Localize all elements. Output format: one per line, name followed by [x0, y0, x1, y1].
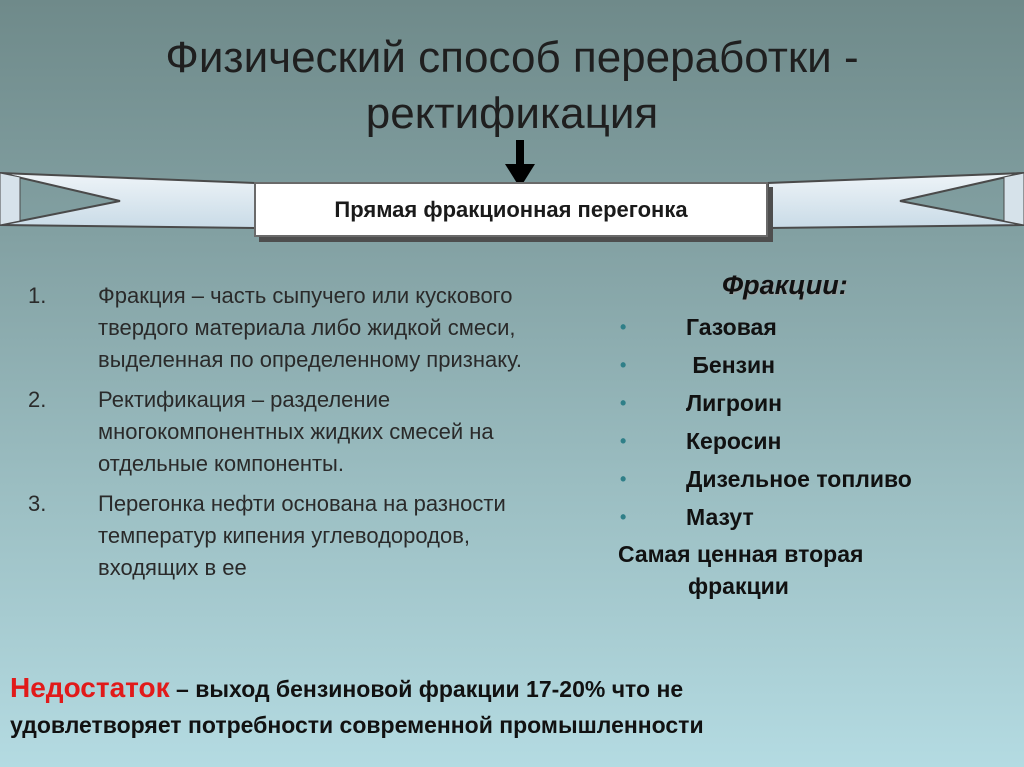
list-item	[28, 384, 548, 480]
list-item	[612, 346, 912, 384]
method-banner	[254, 182, 768, 237]
fraction-name: Лигроин	[686, 389, 782, 416]
drawback-text-2: удовлетворяет потребности современной промышленности	[10, 712, 704, 738]
drawback-statement	[10, 670, 1010, 743]
note-line-2: фракции	[688, 573, 789, 599]
slide-title	[0, 30, 1024, 142]
list-item	[28, 488, 548, 584]
fraction-name: Бензин	[686, 351, 776, 378]
definitions-list	[28, 280, 548, 592]
list-item	[612, 460, 912, 498]
title-line-2: ректификация	[365, 89, 659, 138]
item-text: Перегонка нефти основана на разности температур кипения углеводородов, входящих в ее	[98, 491, 506, 580]
note-line-1: Самая ценная вторая	[618, 541, 864, 567]
bullet-icon: •	[620, 468, 627, 489]
bullet-icon: •	[620, 506, 627, 527]
item-number: 2.	[28, 387, 47, 412]
item-text: Ректификация – разделение многокомпонентных жидких смесей на отдельные компоненты.	[98, 387, 494, 476]
list-item	[612, 308, 912, 346]
fraction-name: Керосин	[686, 427, 782, 454]
fraction-name: Газовая	[686, 313, 777, 340]
item-number: 1.	[28, 283, 47, 308]
item-number: 3.	[28, 491, 47, 516]
fraction-name: Мазут	[686, 503, 754, 530]
bullet-icon: •	[620, 430, 627, 451]
bullet-icon: •	[620, 354, 627, 375]
fractions-list	[612, 308, 912, 536]
list-item	[612, 498, 912, 536]
drawback-label: Недостаток	[10, 672, 170, 703]
banner-label: Прямая фракционная перегонка	[334, 196, 688, 222]
fractions-note	[618, 538, 958, 602]
list-item	[612, 384, 912, 422]
bullet-icon: •	[620, 316, 627, 337]
list-item	[612, 422, 912, 460]
drawback-text-1: – выход бензиновой фракции 17-20% что не	[169, 676, 684, 702]
fractions-heading: Фракции:	[722, 270, 848, 300]
item-text: Фракция – часть сыпучего или кускового твердого материала либо жидкой смеси, выделенная по определенному признаку.	[98, 283, 522, 372]
list-item	[28, 280, 548, 376]
fraction-name: Дизельное топливо	[686, 465, 912, 492]
bullet-icon: •	[620, 392, 627, 413]
title-line-1: Физический способ переработки -	[165, 33, 859, 82]
